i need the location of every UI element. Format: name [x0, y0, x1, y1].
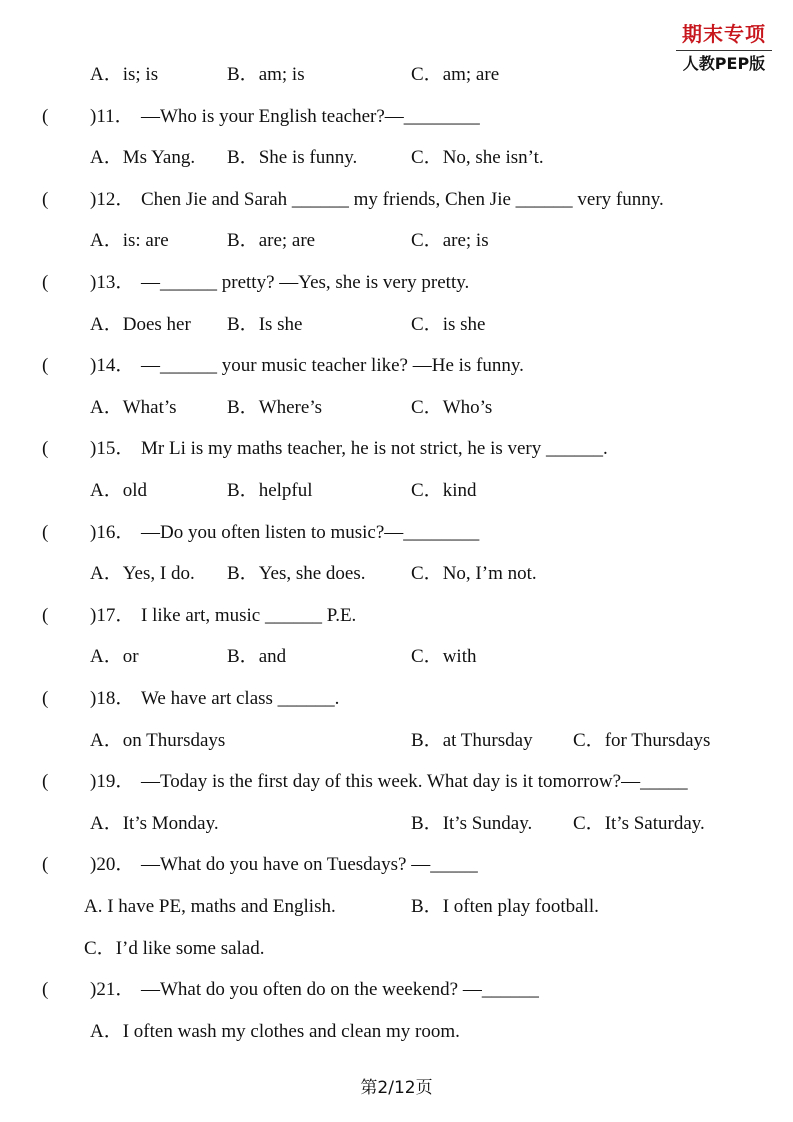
answer-blank-paren: (: [42, 771, 49, 793]
question-stem: I like art, music ______ P.E.: [141, 604, 357, 626]
option-label: A．: [90, 812, 123, 834]
option-text: It’s Monday.: [122, 812, 219, 834]
option-label: C．: [411, 147, 443, 169]
answer-option: [573, 728, 710, 754]
options-row: [0, 894, 793, 920]
answer-option: [411, 312, 485, 338]
question-number: )13．: [90, 272, 135, 293]
option-text: It’s Saturday.: [604, 812, 705, 834]
answer-blank-paren: (: [42, 105, 49, 127]
answer-option: [411, 811, 532, 837]
question-stem: —______ your music teacher like? —He is funny.: [141, 355, 524, 377]
answer-blank-paren: (: [42, 854, 49, 876]
option-text: I often wash my clothes and clean my room.: [122, 1020, 460, 1042]
question-number: )21．: [90, 979, 135, 1001]
answer-blank-paren: (: [42, 521, 49, 543]
option-text: and: [258, 646, 287, 668]
answer-option: [227, 395, 322, 421]
option-text: helpful: [258, 480, 313, 501]
question-number: )17．: [90, 604, 135, 626]
question-number: )20．: [90, 854, 135, 876]
question-stem: —Today is the first day of this week. What day is it tomorrow?—_____: [141, 771, 688, 793]
option-text: It’s Sunday.: [442, 812, 533, 834]
question-row: [0, 603, 793, 629]
answer-option: [227, 561, 366, 587]
option-label: C．: [411, 64, 443, 85]
option-text: is; is: [122, 64, 159, 85]
answer-option: [90, 561, 195, 587]
options-row: [0, 561, 793, 587]
question-stem: —______ pretty? —Yes, she is very pretty.: [141, 272, 470, 293]
option-text: Ms Yang.: [122, 147, 196, 169]
question-row: [0, 977, 793, 1003]
option-text: Is she: [258, 313, 303, 335]
option-text: is: are: [122, 230, 169, 252]
page-number: 第2/12页: [360, 1078, 433, 1098]
option-label: B．: [227, 480, 259, 501]
option-text: am; is: [258, 64, 305, 85]
option-text: Yes, I do.: [122, 563, 195, 585]
answer-option: [411, 395, 492, 421]
question-row: [0, 686, 793, 712]
question-number: )15．: [90, 438, 135, 460]
answer-option: [90, 395, 177, 421]
option-label: B．: [227, 147, 259, 169]
answer-option: [411, 478, 476, 504]
option-label: C．: [411, 563, 443, 585]
question-stem: Mr Li is my maths teacher, he is not strict, he is very ______.: [141, 438, 608, 460]
answer-blank-paren: (: [42, 355, 49, 377]
question-number: )18．: [90, 688, 135, 709]
option-label: B．: [411, 896, 443, 917]
answer-option: [84, 894, 336, 920]
question-stem: —What do you often do on the weekend? —______: [141, 979, 539, 1001]
answer-option: [227, 644, 286, 670]
options-row: [0, 644, 793, 670]
options-row: [0, 811, 793, 837]
option-label: C．: [411, 480, 443, 501]
option-label: A．: [90, 64, 123, 85]
answer-option: [411, 228, 489, 254]
option-label: A．: [90, 313, 123, 335]
option-label: B．: [411, 812, 443, 834]
question-row: [0, 852, 793, 878]
option-label: B．: [227, 563, 259, 585]
question-row: [0, 270, 793, 296]
option-label: B．: [411, 729, 443, 751]
option-text: old: [122, 480, 148, 501]
answer-option: [227, 312, 303, 338]
option-text: are; are: [258, 230, 316, 252]
option-text: kind: [442, 480, 477, 501]
option-label: C．: [411, 313, 443, 335]
answer-option: [84, 936, 264, 962]
option-label: B．: [227, 646, 259, 668]
answer-option: [573, 811, 705, 837]
option-text: What’s: [122, 396, 177, 418]
question-row: [0, 520, 793, 546]
option-label: A．: [90, 646, 123, 668]
option-text: I often play football.: [442, 896, 599, 917]
badge-subtitle: 人教PEP版: [682, 54, 766, 73]
option-text: with: [442, 646, 477, 668]
answer-option: [411, 145, 544, 171]
option-text: Does her: [122, 313, 191, 335]
option-text: am; are: [442, 64, 500, 85]
answer-blank-paren: (: [42, 272, 49, 293]
option-text: No, she isn’t.: [442, 147, 544, 169]
question-stem: Chen Jie and Sarah ______ my friends, Chen Jie ______ very funny.: [141, 188, 664, 210]
answer-option: [90, 728, 225, 754]
option-text: Where’s: [258, 396, 322, 418]
question-stem: —Do you often listen to music?—________: [141, 521, 480, 543]
answer-option: [411, 561, 537, 587]
option-text: I’d like some salad.: [115, 937, 265, 959]
question-stem: —Who is your English teacher?—________: [141, 105, 480, 127]
option-label: C．: [411, 646, 443, 668]
option-label: C．: [411, 230, 443, 252]
option-label: C．: [573, 812, 605, 834]
answer-option: [411, 62, 499, 88]
option-text: Who’s: [442, 396, 493, 418]
options-row: [0, 62, 793, 88]
option-text: are; is: [442, 230, 489, 252]
question-number: )16．: [90, 521, 135, 543]
option-text: for Thursdays: [604, 729, 711, 751]
answer-option: [90, 145, 195, 171]
option-label: C．: [411, 396, 443, 418]
options-row: [0, 395, 793, 421]
option-label: A．: [90, 563, 123, 585]
option-text: or: [122, 646, 139, 668]
badge-title: 期末专项: [682, 22, 766, 46]
options-row: [0, 312, 793, 338]
answer-option: [90, 1019, 460, 1045]
answer-blank-paren: (: [42, 979, 49, 1001]
answer-option: [90, 644, 139, 670]
question-stem: —What do you have on Tuesdays? —_____: [141, 854, 478, 876]
answer-blank-paren: (: [42, 188, 49, 210]
answer-option: [411, 644, 476, 670]
options-row: [0, 228, 793, 254]
answer-option: [227, 228, 315, 254]
question-number: )11．: [90, 105, 134, 127]
answer-option: [411, 728, 533, 754]
option-label: B．: [227, 230, 259, 252]
question-row: [0, 187, 793, 213]
option-text: She is funny.: [258, 147, 358, 169]
answer-option: [411, 894, 599, 920]
option-text: is she: [442, 313, 486, 335]
answer-option: [90, 62, 158, 88]
answer-option: [227, 62, 305, 88]
option-label: A．: [90, 480, 123, 501]
option-label: C．: [84, 937, 116, 959]
option-text: I have PE, maths and English.: [107, 896, 336, 917]
option-label: A．: [90, 1020, 123, 1042]
answer-option: [227, 145, 357, 171]
question-number: )19．: [90, 771, 135, 793]
answer-option: [90, 312, 191, 338]
options-row: [0, 1019, 793, 1045]
options-row: [0, 728, 793, 754]
option-label: A．: [90, 729, 123, 751]
option-label: C．: [573, 729, 605, 751]
option-label: A．: [90, 147, 123, 169]
options-row: [0, 936, 793, 962]
question-row: [0, 104, 793, 130]
option-text: at Thursday: [442, 729, 533, 751]
option-label: A.: [84, 896, 108, 917]
question-row: [0, 353, 793, 379]
option-text: Yes, she does.: [258, 563, 366, 585]
question-row: [0, 436, 793, 462]
option-label: A．: [90, 396, 123, 418]
question-row: [0, 769, 793, 795]
badge-divider: [676, 50, 772, 51]
answer-option: [227, 478, 313, 504]
option-label: A．: [90, 230, 123, 252]
answer-blank-paren: (: [42, 604, 49, 626]
answer-option: [90, 478, 147, 504]
answer-blank-paren: (: [42, 438, 49, 460]
option-label: B．: [227, 313, 259, 335]
option-text: No, I’m not.: [442, 563, 537, 585]
answer-option: [90, 228, 169, 254]
options-row: [0, 478, 793, 504]
options-row: [0, 145, 793, 171]
question-number: )14．: [90, 355, 135, 377]
option-text: on Thursdays: [122, 729, 226, 751]
question-number: )12．: [90, 188, 135, 210]
option-label: B．: [227, 64, 259, 85]
option-label: B．: [227, 396, 259, 418]
question-stem: We have art class ______.: [141, 688, 340, 709]
answer-blank-paren: (: [42, 688, 49, 709]
answer-option: [90, 811, 219, 837]
